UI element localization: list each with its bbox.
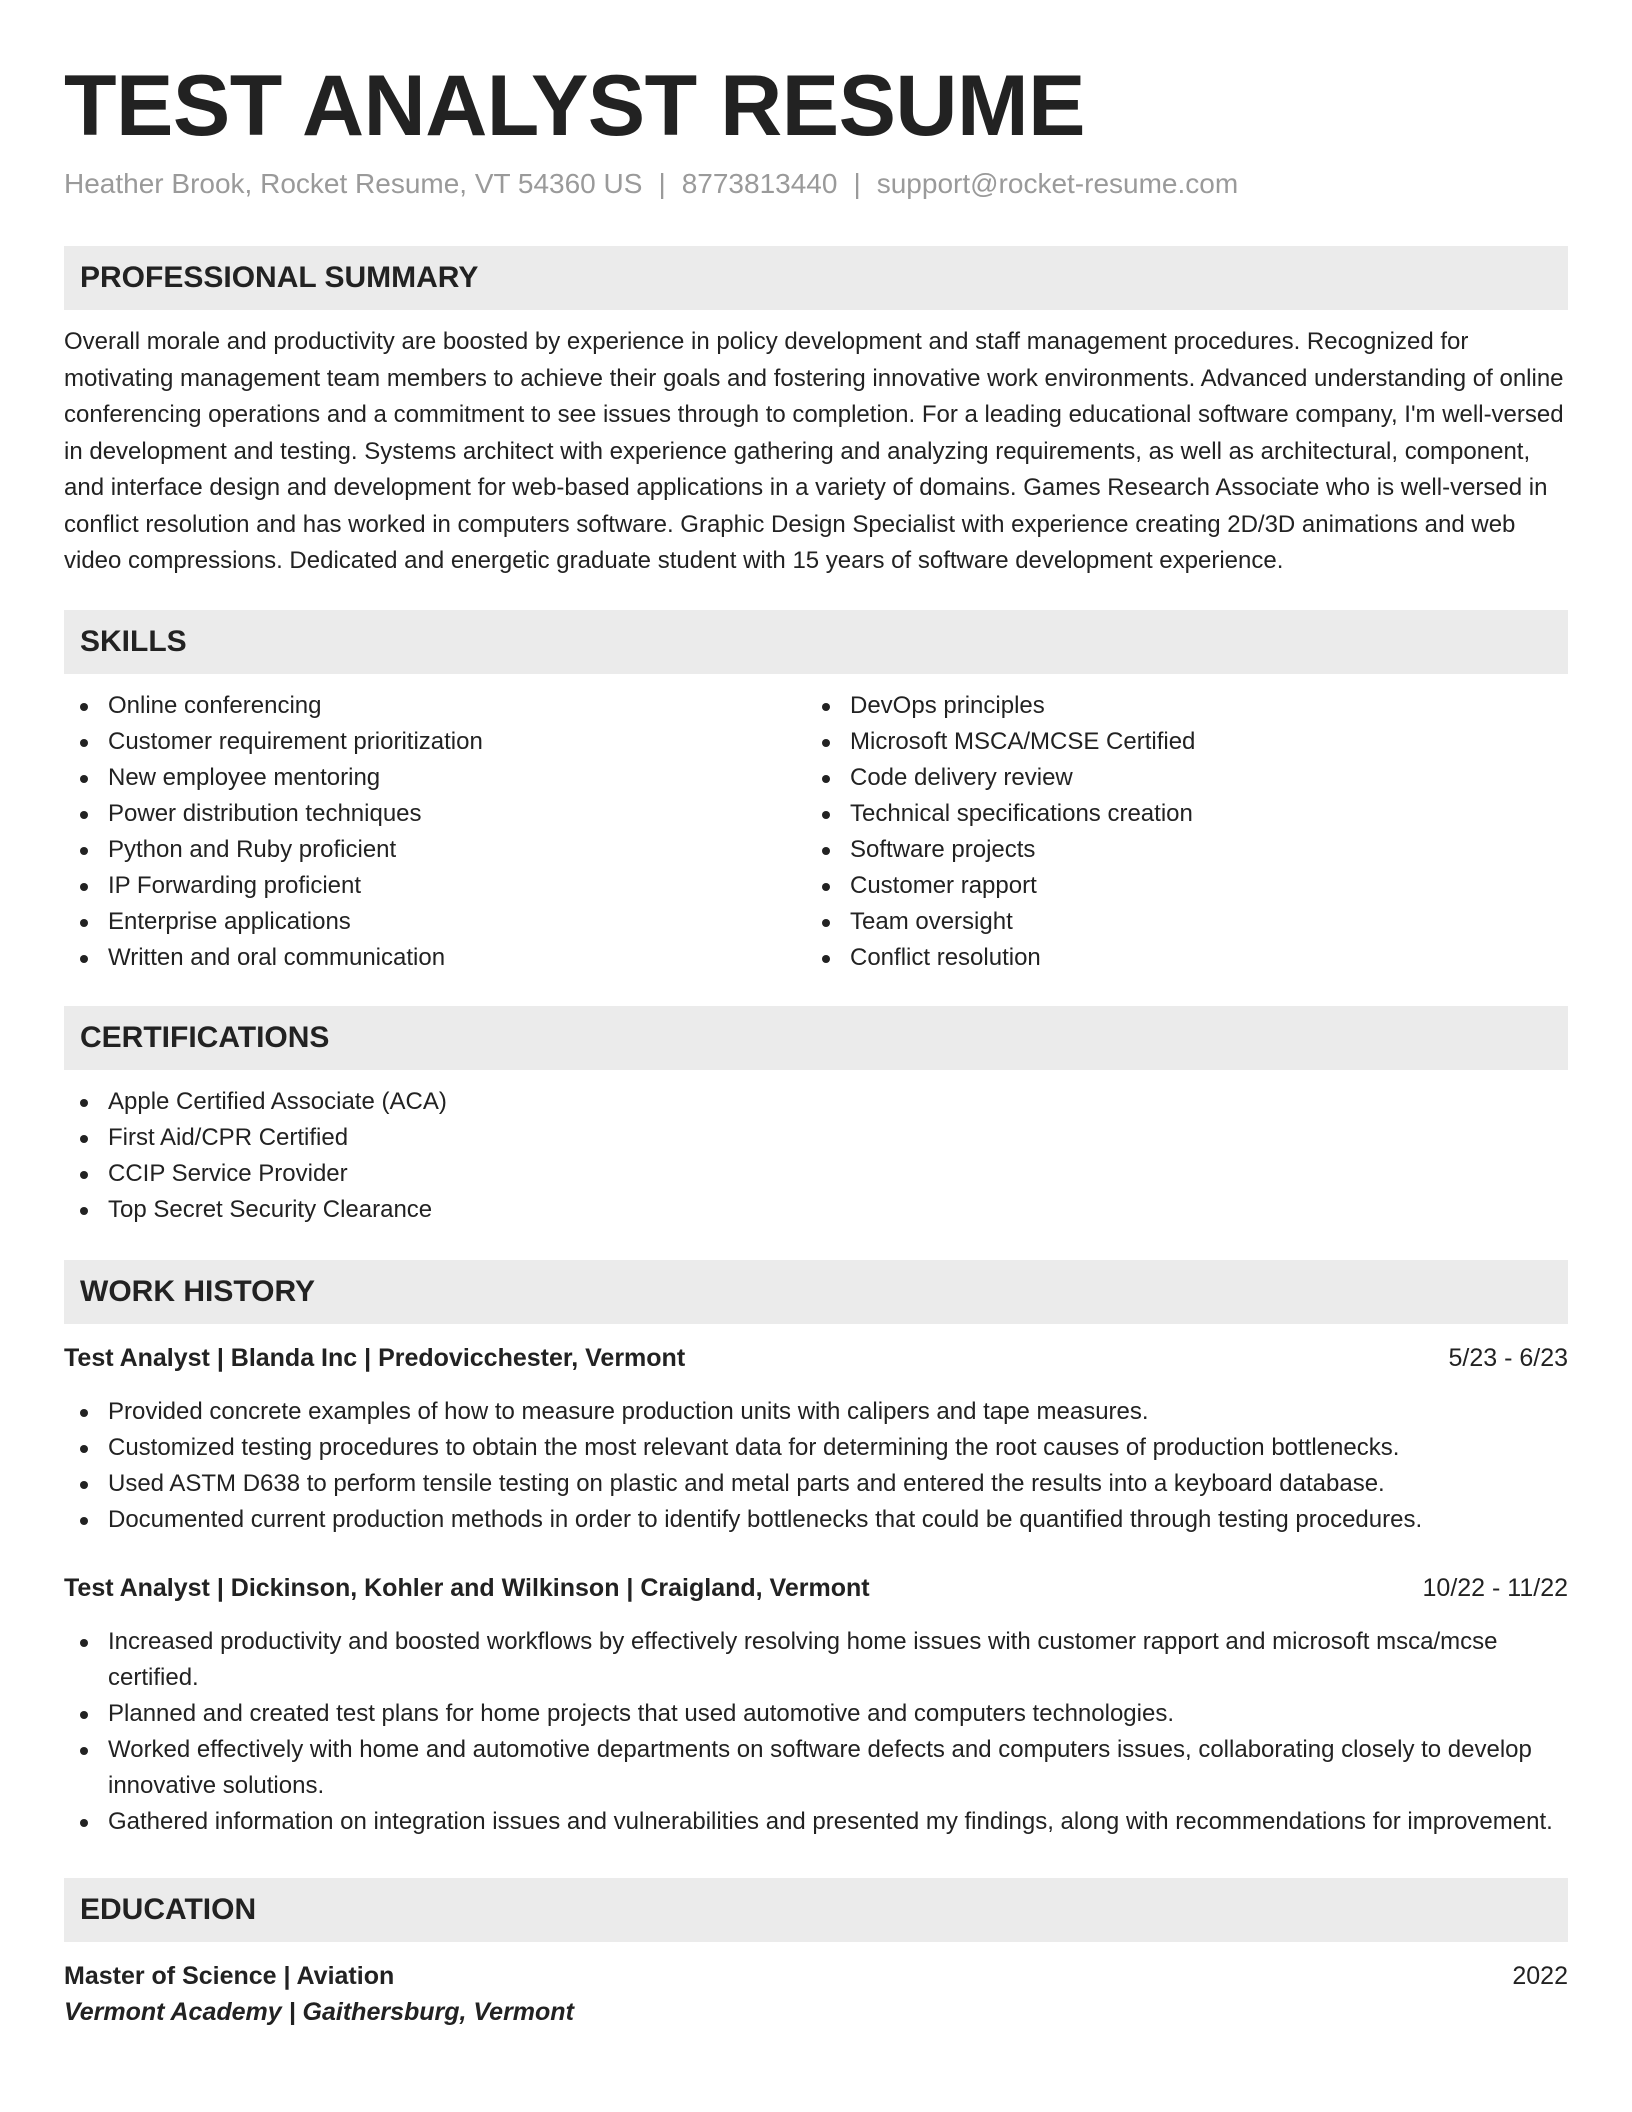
skill-item: Conflict resolution xyxy=(806,940,1548,976)
job-header xyxy=(64,1570,1568,1606)
job-title: Test Analyst | Blanda Inc | Predovicchester, Vermont xyxy=(64,1343,686,1372)
job-bullet: Provided concrete examples of how to measure production units with calipers and tape measures. xyxy=(64,1394,1568,1430)
contact-phone: 8773813440 xyxy=(681,168,838,199)
skills-list-left xyxy=(64,688,806,976)
job-bullet: Used ASTM D638 to perform tensile testing on plastic and metal parts and entered the results into a keyboard database. xyxy=(64,1466,1568,1502)
education-year: 2022 xyxy=(1512,1961,1568,1990)
certification-item: First Aid/CPR Certified xyxy=(64,1120,1568,1156)
skill-item: Written and oral communication xyxy=(64,940,806,976)
skill-item: Enterprise applications xyxy=(64,904,806,940)
education-school: Vermont Academy | Gaithersburg, Vermont xyxy=(64,1997,574,2026)
certification-item: Apple Certified Associate (ACA) xyxy=(64,1084,1568,1120)
education-header xyxy=(64,1958,1568,1994)
skill-item: New employee mentoring xyxy=(64,760,806,796)
skill-item: Customer rapport xyxy=(806,868,1548,904)
skill-item: Team oversight xyxy=(806,904,1548,940)
contact-line xyxy=(64,166,1568,202)
summary-text: Overall morale and productivity are boosted by experience in policy development and staff management procedures. Recognized for motivating management team members to achieve their goals and fostering innovative work environments. Advanced understanding of online conferencing operations and a commitment to see issues through to completion. For a leading educational software company, I'm well-versed in development and testing. Systems architect with experience gathering and analyzing requirements, as well as architectural, component, and interface design and development for web-based applications in a variety of domains. Games Research Associate who is well-versed in conflict resolution and has worked in computers software. Graphic Design Specialist with experience creating 2D/3D animations and web video compressions. Dedicated and energetic graduate student with 15 years of software development experience. xyxy=(64,328,1564,574)
job-header xyxy=(64,1340,1568,1376)
resume-page xyxy=(64,0,1568,2030)
certification-item: Top Secret Security Clearance xyxy=(64,1192,1568,1228)
skill-item: DevOps principles xyxy=(806,688,1548,724)
summary-heading: PROFESSIONAL SUMMARY xyxy=(64,246,1568,310)
job-bullet: Worked effectively with home and automotive departments on software defects and computers issues, collaborating closely to develop innovative solutions. xyxy=(64,1732,1568,1804)
skill-item: Technical specifications creation xyxy=(806,796,1548,832)
job-bullet: Customized testing procedures to obtain the most relevant data for determining the root causes of production bottlenecks. xyxy=(64,1430,1568,1466)
skill-item: Customer requirement prioritization xyxy=(64,724,806,760)
skill-item: Python and Ruby proficient xyxy=(64,832,806,868)
job-bullet: Gathered information on integration issues and vulnerabilities and presented my findings, along with recommendations for improvement. xyxy=(64,1804,1568,1840)
job-bullet: Increased productivity and boosted workflows by effectively resolving home issues with customer rapport and microsoft msca/mcse certified. xyxy=(64,1624,1568,1696)
skill-item: Online conferencing xyxy=(64,688,806,724)
work-history-heading: WORK HISTORY xyxy=(64,1260,1568,1324)
certifications-list xyxy=(64,1084,1568,1228)
skill-item: Microsoft MSCA/MCSE Certified xyxy=(806,724,1548,760)
certification-item: CCIP Service Provider xyxy=(64,1156,1568,1192)
contact-separator: | xyxy=(658,168,666,199)
job-dates: 10/22 - 11/22 xyxy=(1422,1573,1568,1602)
skills-heading: SKILLS xyxy=(64,610,1568,674)
skills-columns xyxy=(64,674,1568,976)
skill-item: Software projects xyxy=(806,832,1548,868)
job-bullets xyxy=(64,1394,1568,1538)
skill-item: IP Forwarding proficient xyxy=(64,868,806,904)
contact-email: support@rocket-resume.com xyxy=(876,168,1239,199)
job-bullet: Planned and created test plans for home projects that used automotive and computers technologies. xyxy=(64,1696,1568,1732)
certifications-heading: CERTIFICATIONS xyxy=(64,1006,1568,1070)
education-heading: EDUCATION xyxy=(64,1878,1568,1942)
skill-item: Power distribution techniques xyxy=(64,796,806,832)
contact-separator: | xyxy=(853,168,861,199)
resume-title: TEST ANALYST RESUME xyxy=(64,58,1086,154)
skill-item: Code delivery review xyxy=(806,760,1548,796)
contact-address: Heather Brook, Rocket Resume, VT 54360 US xyxy=(64,168,643,199)
job-dates: 5/23 - 6/23 xyxy=(1448,1343,1568,1372)
education-degree: Master of Science | Aviation xyxy=(64,1961,395,1990)
job-bullet: Documented current production methods in order to identify bottlenecks that could be quantified through testing procedures. xyxy=(64,1502,1568,1538)
job-bullets xyxy=(64,1624,1568,1840)
skills-list-right xyxy=(806,688,1548,976)
job-title: Test Analyst | Dickinson, Kohler and Wilkinson | Craigland, Vermont xyxy=(64,1573,870,1602)
